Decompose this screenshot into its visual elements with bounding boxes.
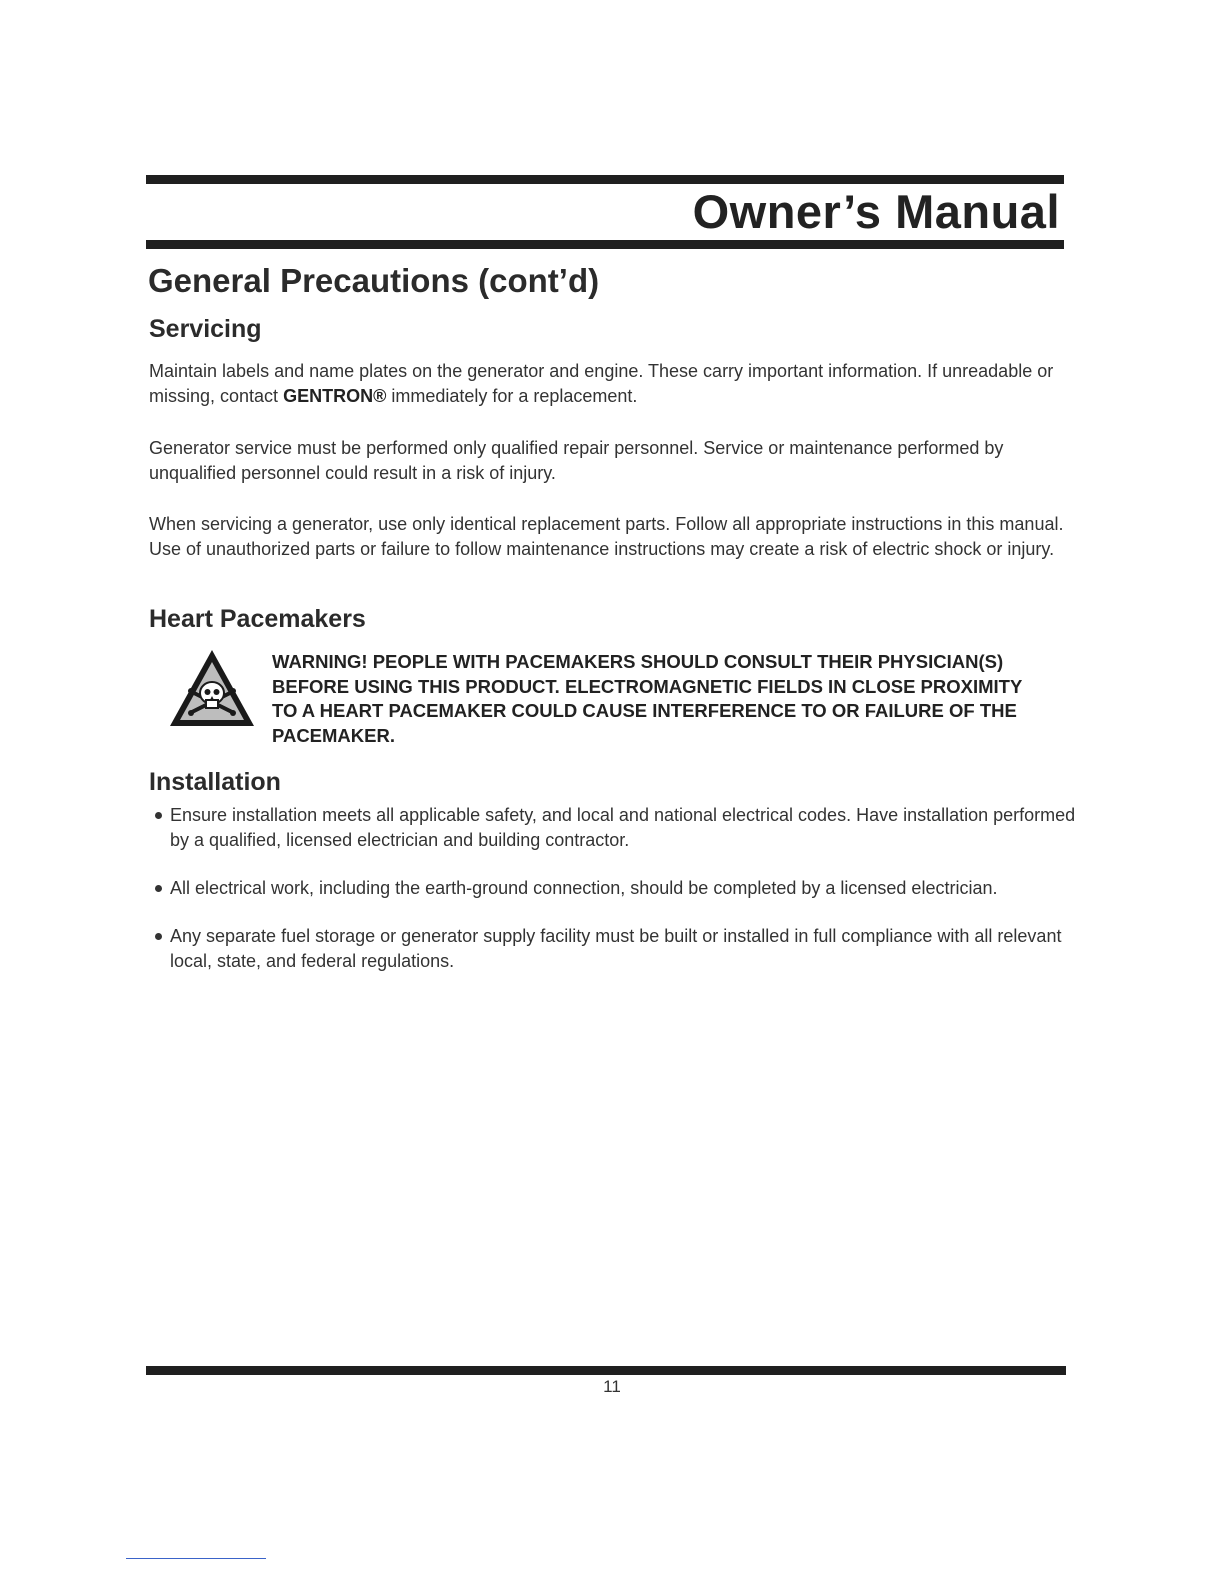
- footer-rule: [146, 1366, 1066, 1375]
- pacemaker-warning: [168, 648, 1048, 752]
- bullet-icon: [155, 933, 162, 940]
- list-item-text: All electrical work, including the earth-ground connection, should be completed by a licensed electrician.: [170, 878, 998, 898]
- header-bottom-rule: [146, 240, 1064, 249]
- page-number: 11: [603, 1377, 621, 1396]
- manual-title: Owner’s Manual: [692, 185, 1060, 238]
- list-item-text: Any separate fuel storage or generator supply facility must be built or installed in full compliance with all relevant local, state, and federal regulations.: [170, 926, 1062, 971]
- list-item: [155, 803, 1095, 853]
- bullet-icon: [155, 812, 162, 819]
- brand-name: GENTRON®: [283, 386, 387, 406]
- installation-list: [155, 803, 1095, 997]
- servicing-paragraph-labels-text: Maintain labels and name plates on the generator and engine. These carry important information. If unreadable or missing, contact: [149, 361, 1054, 406]
- servicing-paragraph-qualified: Generator service must be performed only qualified repair personnel. Service or maintenance performed by unqualified personnel could result in a risk of injury.: [149, 438, 1004, 483]
- bullet-icon: [155, 885, 162, 892]
- servicing-paragraph-labels-tail: immediately for a replacement.: [386, 386, 638, 406]
- servicing-heading: Servicing: [149, 315, 262, 343]
- list-item: [155, 876, 1095, 901]
- page-title: General Precautions (cont’d): [148, 262, 600, 299]
- header-top-rule: [146, 175, 1064, 184]
- servicing-paragraph-labels: [149, 359, 1089, 409]
- skull-crossbones-warning-icon: [168, 648, 256, 728]
- list-item: [155, 924, 1095, 974]
- servicing-paragraph-parts: When servicing a generator, use only identical replacement parts. Follow all appropriate instructions in this manual. Use of unauthorized parts or failure to follow maintenance instructions may create a risk of electric shock or injury.: [149, 514, 1064, 559]
- pacemaker-warning-text: WARNING! PEOPLE WITH PACEMAKERS SHOULD CONSULT THEIR PHYSICIAN(S) BEFORE USING THIS PRODUCT. ELECTROMAGNETIC FIELDS IN CLOSE PROXIMITY TO A HEART PACEMAKER COULD CAUSE INTERFERENCE TO OR FAILURE OF THE PACEMAKER.: [272, 651, 1022, 746]
- heart-pacemakers-heading: Heart Pacemakers: [149, 605, 366, 633]
- list-item-text: Ensure installation meets all applicable safety, and local and national electrical codes. Have installation performed by a qualified, licensed electrician and building contractor.: [170, 805, 1076, 850]
- installation-heading: Installation: [149, 768, 281, 796]
- scan-edge-line: [126, 1558, 266, 1559]
